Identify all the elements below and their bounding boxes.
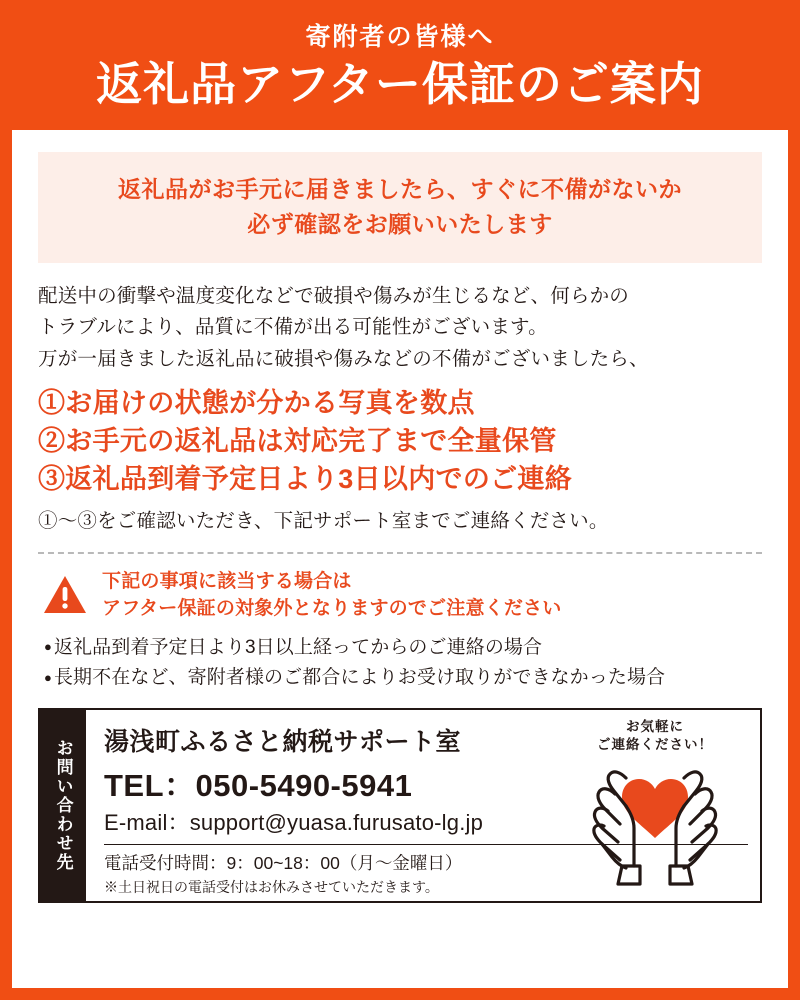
- header: [0, 0, 800, 130]
- hands-caption-line-1: お気軽に: [626, 718, 684, 734]
- hands-heart-icon: [560, 716, 750, 894]
- notice-line-1: 返礼品がお手元に届きましたら、すぐに不備がないか: [118, 175, 682, 202]
- step-item: ①お届けの状態が分かる写真を数点: [38, 387, 475, 418]
- hands-caption: [560, 718, 750, 754]
- intro-paragraph: [38, 281, 762, 376]
- contact-side-text: お問い合わせ先: [53, 738, 73, 872]
- list-item: [44, 633, 762, 663]
- bullet-dot-icon: ●: [44, 669, 52, 685]
- contact-box: [38, 708, 762, 903]
- notice-banner: [38, 152, 762, 263]
- page-title: 返礼品アフター保証のご案内: [96, 58, 704, 110]
- hands-caption-line-2: ご連絡ください！: [597, 736, 713, 752]
- contact-hours: 電話受付時間：9：00~18：00（月～金曜日）: [104, 852, 463, 873]
- step-item: ②お手元の返礼品は対応完了まで全量保管: [38, 425, 557, 456]
- dashed-divider: [38, 552, 762, 554]
- bullet-dot-icon: ●: [44, 639, 52, 655]
- warning-line-1: 下記の事項に該当する場合は: [102, 570, 352, 592]
- contact-note: ※土日祝日の電話受付はお休みさせていただきます。: [104, 879, 439, 895]
- list-item-label: 返礼品到着予定日より3日以上経ってからのご連絡の場合: [53, 636, 543, 658]
- warning-line-2: アフター保証の対象外となりますのでご注意ください: [102, 598, 562, 620]
- contact-org-name: 湯浅町ふるさと納税サポート室: [104, 727, 462, 756]
- contact-side-label: [40, 710, 86, 901]
- notice-line-2: 必ず確認をお願いいたします: [247, 211, 553, 238]
- warning-text: [102, 568, 561, 623]
- intro-line-2: トラブルにより、品質に不備が出る可能性がございます。: [38, 316, 548, 339]
- list-item: [44, 663, 762, 693]
- list-item-label: 長期不在など、寄附者様のご都合によりお受け取りができなかった場合: [53, 667, 666, 689]
- exclusion-list: [38, 633, 762, 694]
- intro-line-3: 万が一届きました返礼品に破損や傷みなどの不備がございましたら、: [38, 347, 649, 370]
- contact-email[interactable]: E-mail：support@yuasa.furusato-lg.jp: [104, 809, 484, 835]
- warning-block: [38, 568, 762, 623]
- contact-details: [86, 710, 760, 901]
- closing-text: ①～③をご確認いただき、下記サポート室までご連絡ください。: [38, 509, 609, 532]
- content-area: [12, 130, 788, 989]
- warning-triangle-icon: [42, 574, 88, 616]
- intro-line-1: 配送中の衝撃や温度変化などで破損や傷みが生じるなど、何らかの: [38, 284, 630, 307]
- steps-list: [38, 384, 762, 499]
- header-subtitle: 寄附者の皆様へ: [305, 23, 495, 51]
- step-item: ③返礼品到着予定日より3日以内でのご連絡: [38, 464, 573, 495]
- contact-tel[interactable]: TEL：050-5490-5941: [104, 767, 413, 803]
